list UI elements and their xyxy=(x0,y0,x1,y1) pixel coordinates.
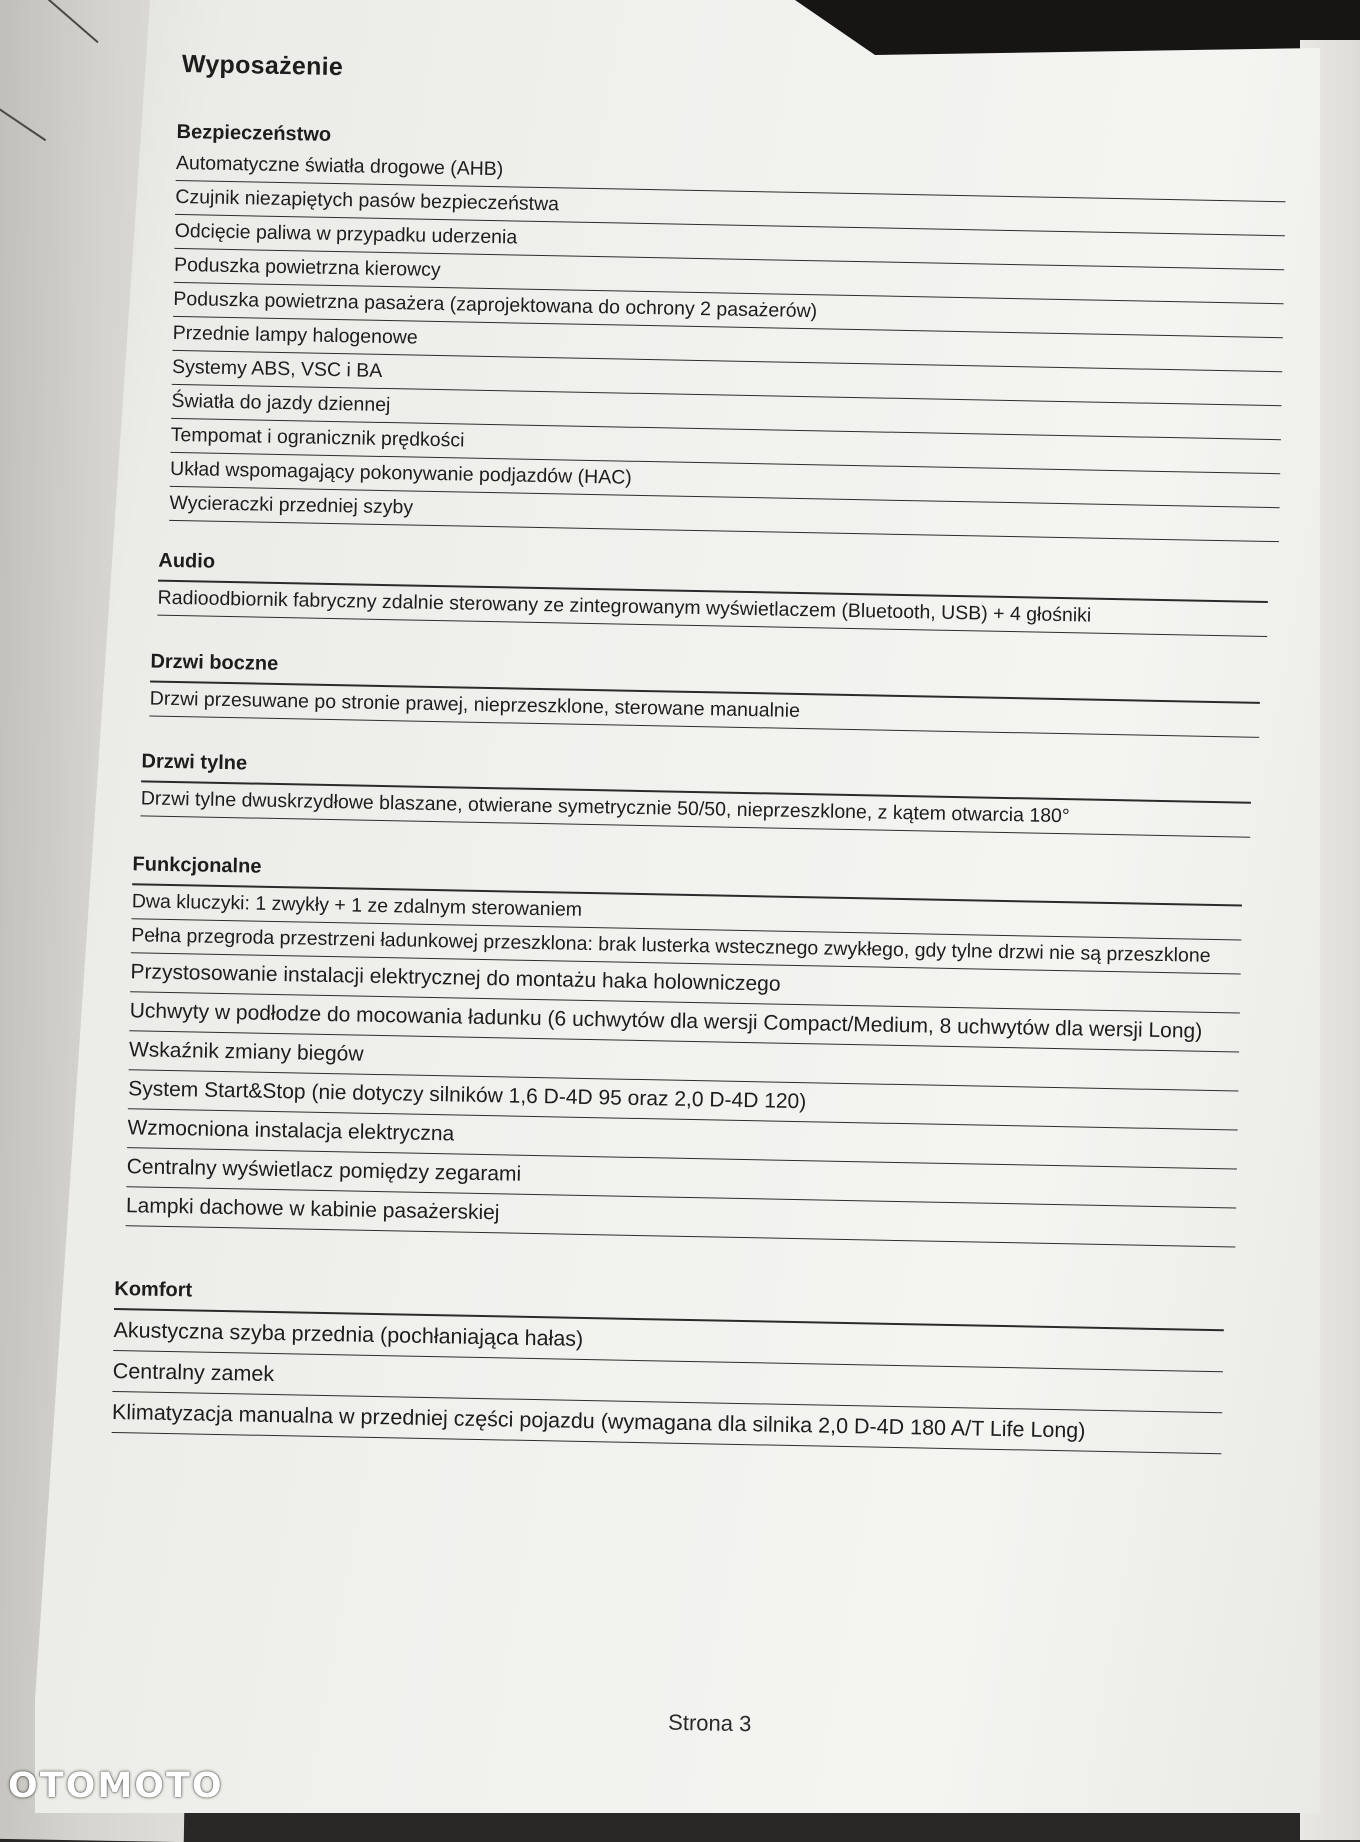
list-item: Uchwyty w podłodze do mocowania ładunku (6 uchwytów dla wersji Compact/Medium, 8 uchwytów dla wersji Long) xyxy=(129,992,1240,1052)
list-item: Drzwi tylne dwuskrzydłowe blaszane, otwierane symetrycznie 50/50, nieprzeszklone, z kątem otwarcia 180° xyxy=(140,782,1250,837)
list-item: Klimatyzacja manualna w przedniej części pojazdu (wymagana dla silnika 2,0 D-4D 180 A/T Life Long) xyxy=(112,1392,1223,1454)
section-drzwi-tylne xyxy=(140,746,1251,837)
section-title: Audio xyxy=(158,546,1268,603)
section-title: Drzwi tylne xyxy=(141,746,1251,803)
list-item: Wycieraczki przedniej szyby xyxy=(169,487,1279,542)
list-item: Centralny wyświetlacz pomiędzy zegarami xyxy=(126,1148,1237,1208)
list-item: Tempomat i ogranicznik prędkości xyxy=(170,419,1280,474)
list-item: System Start&Stop (nie dotyczy silników 1,6 D-4D 95 oraz 2,0 D-4D 120) xyxy=(128,1070,1239,1130)
list-item: Światła do jazdy dziennej xyxy=(171,385,1281,440)
section-funkcjonalne xyxy=(126,849,1243,1247)
section-title: Komfort xyxy=(114,1274,1224,1331)
section-audio xyxy=(157,546,1268,637)
list-item: Pełna przegroda przestrzeni ładunkowej przeszklona: brak lusterka wstecznego zwykłego, gdy tylne drzwi nie są przeszklone xyxy=(131,919,1241,974)
list-item: Przednie lampy halogenowe xyxy=(172,317,1282,372)
list-item: Wzmocniona instalacja elektryczna xyxy=(127,1109,1238,1169)
list-item: Akustyczna szyba przednia (pochłaniająca hałas) xyxy=(113,1310,1224,1372)
page-number: Strona 3 xyxy=(667,1709,752,1737)
list-item: Automatyczne światła drogowe (AHB) xyxy=(176,147,1286,202)
section-title: Funkcjonalne xyxy=(132,849,1242,906)
section-title: Bezpieczeństwo xyxy=(176,120,332,146)
list-item: Poduszka powietrzna kierowcy xyxy=(174,249,1284,304)
list-item: Systemy ABS, VSC i BA xyxy=(172,351,1282,406)
section-drzwi-boczne xyxy=(149,647,1260,738)
list-item: Czujnik niezapiętych pasów bezpieczeństwa xyxy=(175,181,1285,236)
list-item: Poduszka powietrzna pasażera (zaprojektowana do ochrony 2 pasażerów) xyxy=(173,283,1283,338)
watermark-logo: OTOMOTO xyxy=(8,1766,224,1806)
section-bezpieczenstwo xyxy=(169,117,1287,542)
list-item: Centralny zamek xyxy=(112,1351,1223,1413)
list-item: Lampki dachowe w kabinie pasażerskiej xyxy=(126,1187,1237,1247)
list-item: Dwa kluczyki: 1 zwykły + 1 ze zdalnym sterowaniem xyxy=(131,885,1241,940)
section-title: Drzwi boczne xyxy=(150,647,1260,704)
section-komfort xyxy=(112,1274,1225,1454)
list-item: Wskaźnik zmiany biegów xyxy=(129,1031,1240,1091)
list-item: Odcięcie paliwa w przypadku uderzenia xyxy=(174,215,1284,270)
list-item: Układ wspomagający pokonywanie podjazdów (HAC) xyxy=(170,453,1280,508)
list-item: Przystosowanie instalacji elektrycznej do montażu haka holowniczego xyxy=(130,953,1241,1013)
document-title: Wyposażenie xyxy=(181,50,344,82)
list-item: Drzwi przesuwane po stronie prawej, nieprzeszklone, sterowane manualnie xyxy=(149,683,1259,738)
list-item: Radioodbiornik fabryczny zdalnie sterowany ze zintegrowanym wyświetlaczem (Bluetooth, USB) + 4 głośniki xyxy=(157,582,1267,637)
